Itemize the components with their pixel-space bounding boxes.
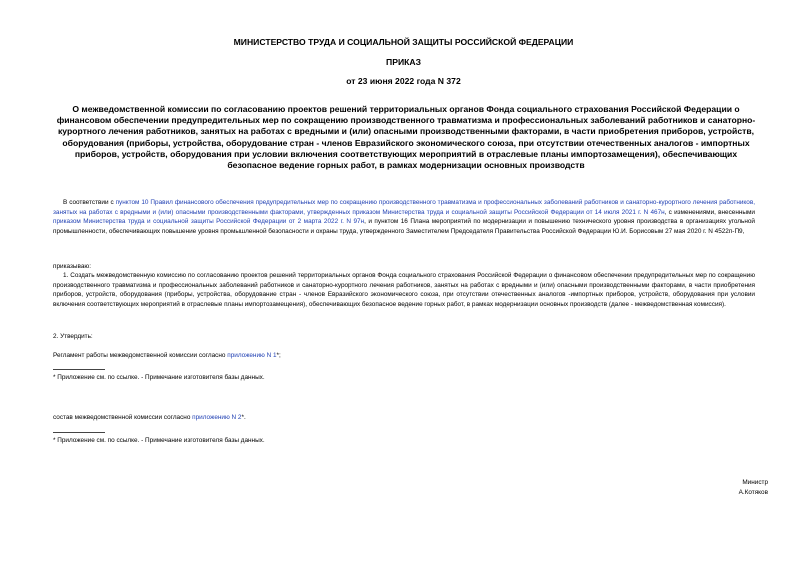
- regulation-text: Регламент работы межведомственной комиссии согласно: [53, 352, 228, 359]
- footnote-2: * Приложение см. по ссылке. - Примечание изготовителя базы данных.: [53, 437, 265, 444]
- order-date: от 23 июня 2022 года N 372: [346, 76, 461, 86]
- order-word: приказываю:: [53, 263, 91, 270]
- amendment-order-link[interactable]: приказом Министерства труда и социальной защиты Российской Федерации от 2 марта 2022 г. N 97н: [53, 218, 365, 226]
- footnote-1: * Приложение см. по ссылке. - Примечание изготовителя базы данных.: [53, 374, 265, 381]
- footnote-divider: [53, 432, 105, 433]
- clause-1-paragraph: 1. Создать межведомственную комиссию по согласованию проектов решений территориальных органов Фонда социального страхования Российской Федерации о финансовом обеспечении предупредительных мер по сокращению производственного травматизма и профессиональных заболеваний работников и санаторно-курортного лечения работников, занятых на работах с вредными и (или) опасными производственными факторами, в части приобретения приборов, устройств, оборудования (приборы, устройства, оборудование стран - членов Евразийского экономического союза, при отсутствии отечественных аналогов -импортных приборов, устройств, оборудования при условии включения соответствующих мероприятий в отраслевые планы импортозамещения), обеспечивающих безопасное ведение горных работ, в рамках модернизации основных производств (далее - межведомственная комиссия).: [53, 272, 755, 308]
- appendix-2-link[interactable]: приложению N 2: [192, 414, 242, 421]
- composition-line: [53, 413, 755, 423]
- ministry-heading: МИНИСТЕРСТВО ТРУДА И СОЦИАЛЬНОЙ ЗАЩИТЫ РОССИЙСКОЙ ФЕДЕРАЦИИ: [233, 37, 574, 47]
- regulation-tail: *;: [276, 352, 281, 359]
- preamble-text-1: В соответствии с: [63, 199, 116, 206]
- doc-type-heading: ПРИКАЗ: [386, 57, 421, 67]
- signature-position: Министр: [742, 479, 768, 486]
- appendix-1-link[interactable]: приложению N 1: [227, 352, 277, 359]
- order-title: О межведомственной комиссии по согласованию проектов решений территориальных органов Фонда социального страхования Российской Федерации о финансовом обеспечении предупредительных мер по сокращению производственного травматизма и профессиональных заболеваний работников и санаторно-курортного лечения работников, занятых на работах с вредными и (или) опасными производственными факторами, в части приобретения приборов, устройств, оборудования (приборы, устройства, оборудование стран - членов Евразийского экономического союза, при отсутствии отечественных аналогов - импортных приборов, устройств, оборудования при условии включения соответствующих мероприятий в отраслевые планы импортозамещения), обеспечивающих безопасное ведение горных работ, в рамках модернизации основных производств: [56, 104, 756, 171]
- preamble-text-2: , с изменениями, внесенными: [664, 208, 755, 216]
- preamble-text-3: , и пунктом 16 Плана мероприятий по модернизации и повышению технического уровня производства в организациях угольной промышленности, обеспечивающих повышение уровня промышленной безопасности и охраны труда, утвержденного Заместителем Председателя Правительства Российской Федерации Ю.И. Борисовым 27 мая 2020 г. N 4522п-П9,: [53, 218, 755, 235]
- signature-name: А.Котяков: [738, 489, 768, 496]
- regulation-line: [53, 351, 755, 361]
- composition-text: состав межведомственной комиссии согласно: [53, 414, 193, 421]
- clause-2-heading: 2. Утвердить:: [53, 333, 93, 340]
- composition-tail: *.: [241, 414, 246, 421]
- rules-link[interactable]: пунктом 10 Правил финансового обеспечения предупредительных мер по сокращению производственного травматизма и профессиональных заболеваний работников и санаторно-курортного лечения работников, занятых на работах с вредными и (или) опасными производственными факторами, утвержденных приказом Министерства труда и социальной защиты Российской Федерации от 14 июля 2021 г. N 467н: [53, 199, 756, 216]
- footnote-divider: [53, 369, 105, 370]
- preamble-paragraph: [53, 198, 755, 236]
